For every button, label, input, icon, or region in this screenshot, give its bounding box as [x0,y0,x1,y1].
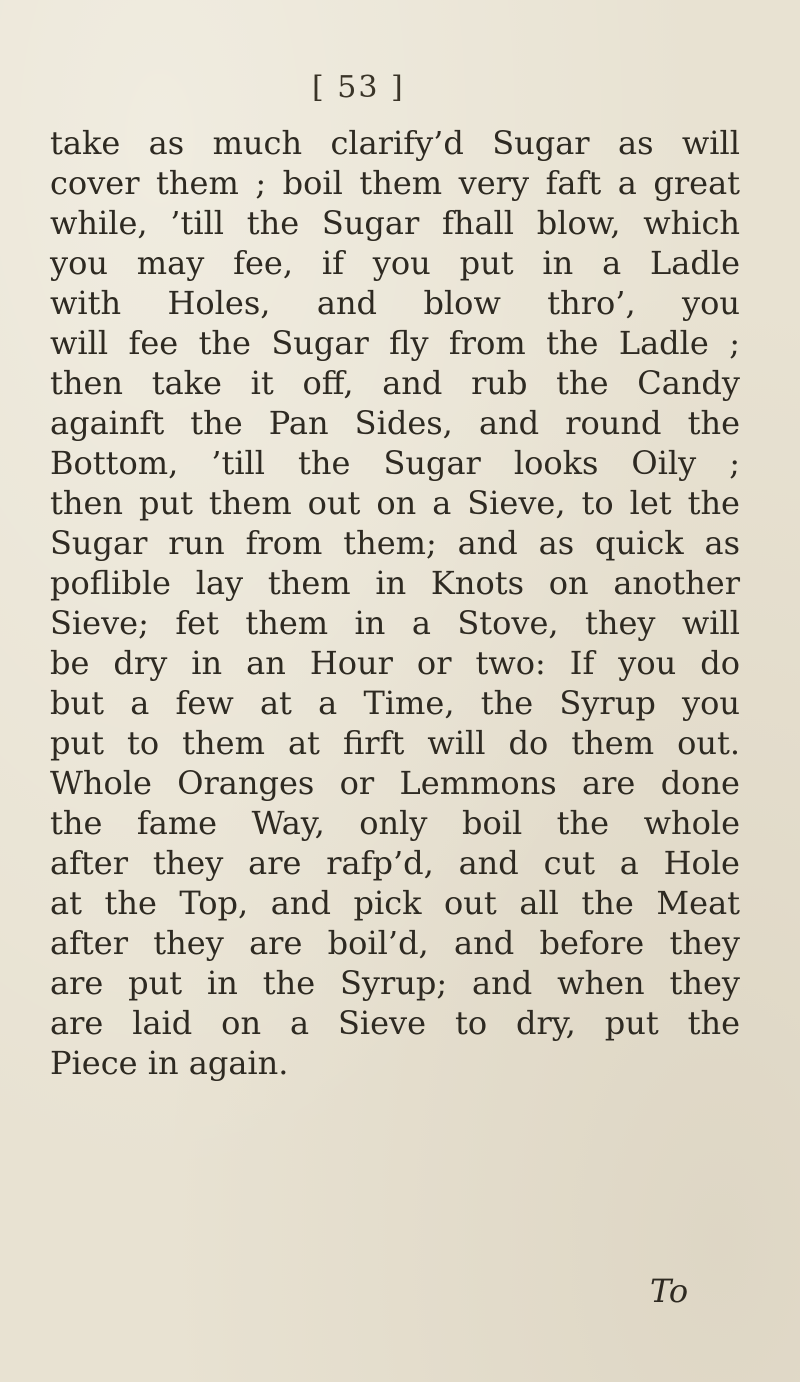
text-line: Bottom, ’till the Sugar looks Oily ; [50,444,740,482]
text-line: then take it off, and rub the Candy [50,364,740,402]
text-line: then put them out on a Sieve, to let the [50,484,740,522]
text-line: are put in the Syrup; and when they [50,964,740,1002]
text-line: take as much clarify’d Sugar as will [50,124,740,162]
text-line: the fame Way, only boil the whole [50,804,740,842]
text-line: will fee the Sugar fly from the Ladle ; [50,324,740,362]
text-line: after they are rafp’d, and cut a Hole [50,844,740,882]
text-line: after they are boil’d, and before they [50,924,740,962]
text-line: Sugar run from them; and as quick as [50,524,740,562]
text-line: Whole Oranges or Lemmons are done [50,764,740,802]
text-line: Piece in again. [50,1044,289,1082]
page-number: [ 53 ] [312,70,405,105]
text-line: Sieve; fet them in a Stove, they will [50,604,740,642]
text-line: you may fee, if you put in a Ladle [50,244,740,282]
text-line: while, ’till the Sugar fhall blow, which [50,204,740,242]
text-line: put to them at firft will do them out. [50,724,740,762]
text-line: againft the Pan Sides, and round the [50,404,740,442]
text-line: poflible lay them in Knots on another [50,564,740,602]
text-line: at the Top, and pick out all the Meat [50,884,740,922]
text-line: are laid on a Sieve to dry, put the [50,1004,740,1042]
text-line: but a few at a Time, the Syrup you [50,684,740,722]
text-line: be dry in an Hour or two: If you do [50,644,740,682]
catchword: To [650,1272,689,1310]
text-line: with Holes, and blow thro’, you [50,284,740,322]
text-line: cover them ; boil them very faft a great [50,164,740,202]
